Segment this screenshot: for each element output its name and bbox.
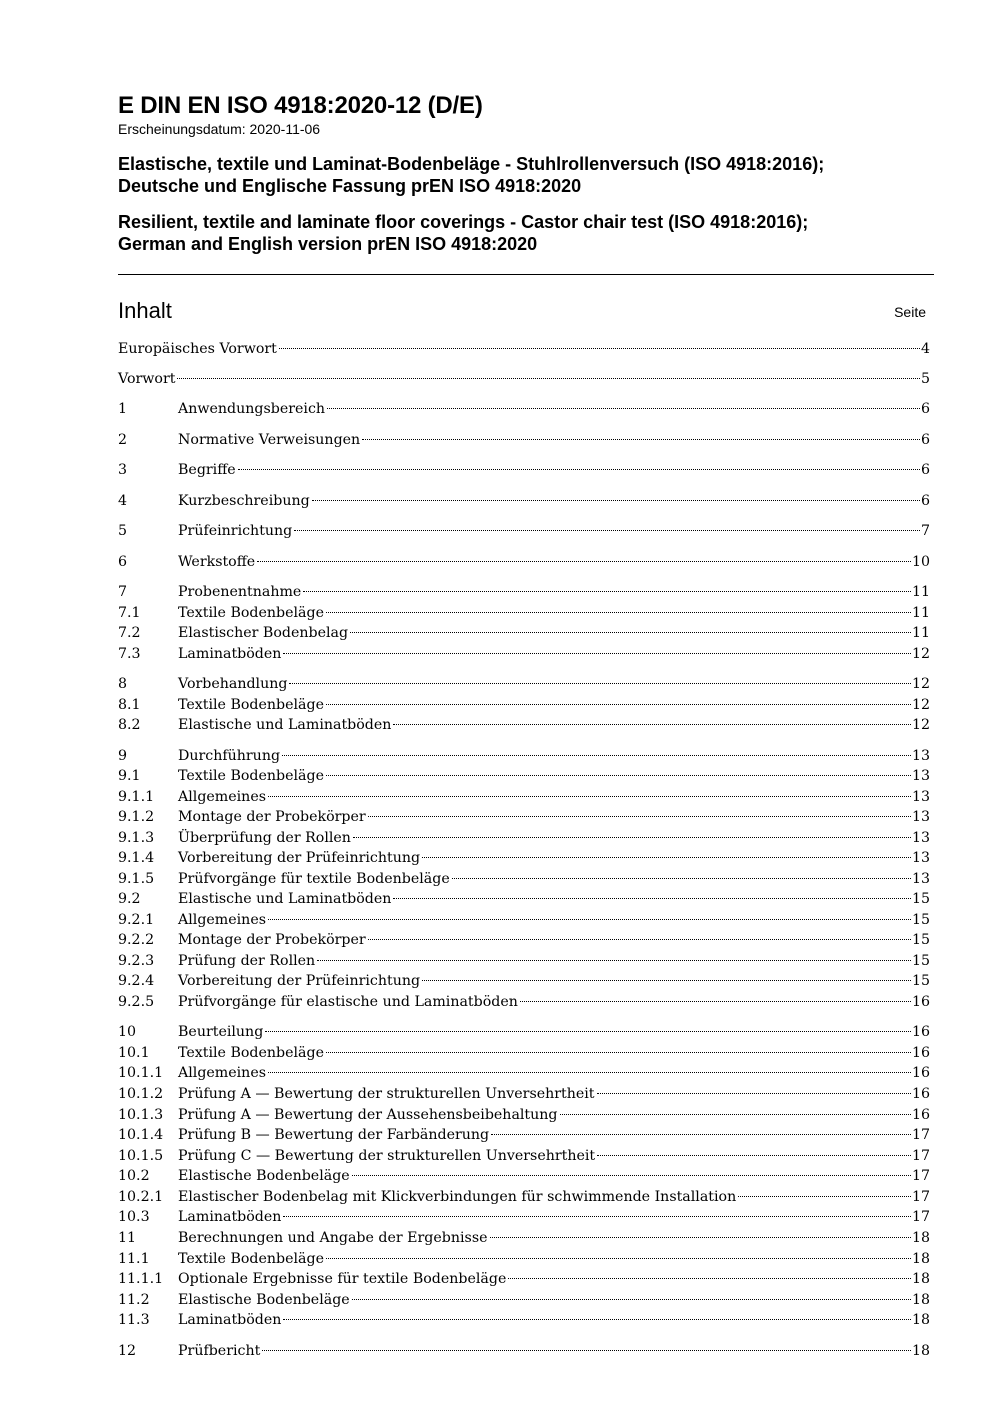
toc-entry[interactable] bbox=[118, 1063, 930, 1083]
toc-entry[interactable] bbox=[118, 807, 930, 827]
toc-entry-number: 10.1.1 bbox=[118, 1065, 164, 1081]
toc-entry[interactable] bbox=[118, 992, 930, 1012]
toc-entry-number: 8.2 bbox=[118, 717, 141, 733]
toc-dot-leader bbox=[368, 939, 911, 940]
toc-entry-number: 8.1 bbox=[118, 697, 141, 713]
toc-entry[interactable] bbox=[118, 1166, 930, 1186]
toc-entry[interactable] bbox=[118, 971, 930, 991]
toc-dot-leader bbox=[352, 1175, 911, 1176]
toc-entry[interactable] bbox=[118, 491, 930, 511]
toc-dot-leader bbox=[238, 469, 920, 470]
header-divider bbox=[118, 274, 934, 275]
toc-dot-leader bbox=[350, 632, 911, 633]
toc-dot-leader bbox=[326, 1258, 911, 1259]
toc-entry-page: 13 bbox=[911, 871, 930, 887]
toc-entry[interactable] bbox=[118, 951, 930, 971]
toc-entry-title: Prüfbericht bbox=[178, 1343, 261, 1359]
toc-entry-title: Prüfvorgänge für textile Bodenbeläge bbox=[178, 871, 450, 887]
toc-entry-page: 6 bbox=[920, 462, 930, 478]
toc-entry-number: 7.3 bbox=[118, 646, 141, 662]
toc-entry-title: Textile Bodenbeläge bbox=[178, 605, 324, 621]
toc-entry-page: 7 bbox=[920, 523, 930, 539]
toc-entry[interactable] bbox=[118, 766, 930, 786]
toc-dot-leader bbox=[326, 1052, 911, 1053]
toc-entry[interactable] bbox=[118, 889, 930, 909]
toc-entry[interactable] bbox=[118, 460, 930, 480]
toc-dot-leader bbox=[393, 724, 911, 725]
toc-entry[interactable] bbox=[118, 715, 930, 735]
toc-dot-leader bbox=[738, 1196, 911, 1197]
toc-entry-number: 11.1.1 bbox=[118, 1271, 164, 1287]
toc-entry-title: Textile Bodenbeläge bbox=[178, 1251, 324, 1267]
toc-title: Inhalt bbox=[118, 298, 172, 323]
toc-entry-title: Beurteilung bbox=[178, 1024, 264, 1040]
toc-entry[interactable] bbox=[118, 603, 930, 623]
toc-entry[interactable] bbox=[118, 369, 930, 389]
toc-entry-page: 6 bbox=[920, 432, 930, 448]
toc-dot-leader bbox=[268, 796, 911, 797]
toc-entry-number: 8 bbox=[118, 676, 128, 692]
title-english-line-1: Resilient, textile and laminate floor coverings - Castor chair test (ISO 4918:2016); bbox=[118, 212, 809, 232]
toc-entry-number: 10.1 bbox=[118, 1045, 150, 1061]
toc-dot-leader bbox=[268, 919, 911, 920]
toc-dot-leader bbox=[520, 1001, 911, 1002]
toc-entry-title: Prüfung C — Bewertung der strukturellen Unversehrtheit bbox=[178, 1148, 596, 1164]
toc-entry-page: 16 bbox=[911, 1045, 930, 1061]
toc-entry[interactable] bbox=[118, 1290, 930, 1310]
toc-entry-number: 10.1.4 bbox=[118, 1127, 164, 1143]
toc-entry-title: Anwendungsbereich bbox=[178, 401, 326, 417]
toc-entry-title: Textile Bodenbeläge bbox=[178, 697, 324, 713]
toc-entry-page: 16 bbox=[911, 1065, 930, 1081]
toc-entry-number: 9 bbox=[118, 748, 128, 764]
toc-dot-leader bbox=[393, 898, 911, 899]
toc-entry-title: Montage der Probekörper bbox=[178, 809, 366, 825]
toc-entry-title: Prüfung A — Bewertung der strukturellen Unversehrtheit bbox=[178, 1086, 595, 1102]
toc-entry[interactable] bbox=[118, 910, 930, 930]
toc-entry-number: 9.1.5 bbox=[118, 871, 155, 887]
toc-entry[interactable] bbox=[118, 1187, 930, 1207]
toc-entry-title: Vorbereitung der Prüfeinrichtung bbox=[178, 973, 421, 989]
toc-entry-title: Elastische und Laminatböden bbox=[178, 717, 392, 733]
toc-dot-leader bbox=[422, 857, 911, 858]
toc-entry-page: 18 bbox=[911, 1343, 930, 1359]
toc-entry-page: 15 bbox=[911, 953, 930, 969]
toc-entry-title: Überprüfung der Rollen bbox=[178, 830, 351, 846]
toc-entry[interactable] bbox=[118, 339, 930, 359]
toc-dot-leader bbox=[303, 591, 911, 592]
toc-entry[interactable] bbox=[118, 828, 930, 848]
toc-dot-leader bbox=[312, 500, 920, 501]
toc-entry-title: Prüfung A — Bewertung der Aussehensbeibehaltung bbox=[178, 1107, 558, 1123]
toc-page-label: Seite bbox=[894, 304, 926, 320]
toc-dot-leader bbox=[257, 561, 911, 562]
toc-entry-number: 10.1.2 bbox=[118, 1086, 164, 1102]
toc-entry-number: 9.1.4 bbox=[118, 850, 155, 866]
toc-dot-leader bbox=[508, 1278, 911, 1279]
toc-entry-number: 6 bbox=[118, 554, 128, 570]
toc-entry-page: 18 bbox=[911, 1230, 930, 1246]
toc-entry-number: 2 bbox=[118, 432, 128, 448]
toc-entry-title: Optionale Ergebnisse für textile Bodenbeläge bbox=[178, 1271, 507, 1287]
toc-entry[interactable] bbox=[118, 674, 930, 694]
toc-dot-leader bbox=[289, 683, 910, 684]
toc-entry-page: 18 bbox=[911, 1271, 930, 1287]
toc-entry[interactable] bbox=[118, 1125, 930, 1145]
toc-entry-title: Prüfvorgänge für elastische und Laminatböden bbox=[178, 994, 518, 1010]
toc-entry[interactable] bbox=[118, 746, 930, 766]
toc-entry-title: Elastischer Bodenbelag mit Klickverbindungen für schwimmende Installation bbox=[178, 1189, 737, 1205]
toc-dot-leader bbox=[282, 755, 911, 756]
toc-dot-leader bbox=[326, 612, 911, 613]
toc-entry-number: 9.2.4 bbox=[118, 973, 155, 989]
toc-entry-number: 3 bbox=[118, 462, 128, 478]
toc-entry[interactable] bbox=[118, 1146, 930, 1166]
toc-entry-number: 9.1.3 bbox=[118, 830, 155, 846]
toc-dot-leader bbox=[597, 1093, 911, 1094]
toc-dot-leader bbox=[326, 704, 911, 705]
toc-entry[interactable] bbox=[118, 1022, 930, 1042]
toc-dot-leader bbox=[279, 348, 920, 349]
toc-entry-number: 10.1.5 bbox=[118, 1148, 164, 1164]
toc-entry-title: Laminatböden bbox=[178, 646, 282, 662]
toc-entry-page: 11 bbox=[911, 625, 930, 641]
toc-dot-leader bbox=[268, 1072, 911, 1073]
toc-entry-number: 10.3 bbox=[118, 1209, 150, 1225]
toc-entry-title: Allgemeines bbox=[178, 1065, 266, 1081]
toc-dot-leader bbox=[283, 1319, 911, 1320]
toc-dot-leader bbox=[294, 530, 920, 531]
toc-entry-number: 12 bbox=[118, 1343, 137, 1359]
toc-entry[interactable] bbox=[118, 1207, 930, 1227]
toc-entry-page: 6 bbox=[920, 493, 930, 509]
toc-entry-number: 9.2.1 bbox=[118, 912, 155, 928]
title-english bbox=[118, 211, 934, 255]
toc-entry-title: Normative Verweisungen bbox=[178, 432, 361, 448]
toc-dot-leader bbox=[283, 1216, 911, 1217]
document-id: E DIN EN ISO 4918:2020-12 (D/E) bbox=[118, 92, 483, 119]
toc-dot-leader bbox=[177, 378, 920, 379]
toc-entry-number: 4 bbox=[118, 493, 128, 509]
toc-entry-page: 13 bbox=[911, 809, 930, 825]
toc-entry-title: Textile Bodenbeläge bbox=[178, 768, 324, 784]
toc-entry-number: 9.1 bbox=[118, 768, 141, 784]
toc-entry-title: Durchführung bbox=[178, 748, 281, 764]
toc-entry[interactable] bbox=[118, 521, 930, 541]
toc-entry-title: Laminatböden bbox=[178, 1209, 282, 1225]
toc-dot-leader bbox=[597, 1155, 911, 1156]
toc-entry-page: 18 bbox=[911, 1251, 930, 1267]
toc-entry-title: Allgemeines bbox=[178, 912, 266, 928]
toc-entry[interactable] bbox=[118, 552, 930, 572]
toc-entry[interactable] bbox=[118, 430, 930, 450]
toc-entry-number: 11.2 bbox=[118, 1292, 150, 1308]
toc-entry-number: 10 bbox=[118, 1024, 137, 1040]
toc-entry-title: Werkstoffe bbox=[178, 554, 256, 570]
toc-dot-leader bbox=[317, 960, 911, 961]
toc-entry[interactable] bbox=[118, 869, 930, 889]
toc-entry-page: 12 bbox=[911, 646, 930, 662]
toc-entry-page: 16 bbox=[911, 1024, 930, 1040]
toc-dot-leader bbox=[362, 439, 920, 440]
toc-entry-number: 1 bbox=[118, 401, 128, 417]
toc-entry[interactable] bbox=[118, 1228, 930, 1248]
toc-entry[interactable] bbox=[118, 1269, 930, 1289]
toc-entry-number: 9.1.2 bbox=[118, 809, 155, 825]
toc-entry-title: Probenentnahme bbox=[178, 584, 302, 600]
toc-entry-page: 5 bbox=[920, 371, 930, 387]
toc-dot-leader bbox=[262, 1350, 911, 1351]
toc-entry-page: 12 bbox=[911, 697, 930, 713]
toc-entry-page: 17 bbox=[911, 1189, 930, 1205]
toc-entry-page: 16 bbox=[911, 994, 930, 1010]
toc-entry[interactable] bbox=[118, 1249, 930, 1269]
toc-entry-page: 6 bbox=[920, 401, 930, 417]
toc-dot-leader bbox=[422, 980, 911, 981]
toc-entry-page: 10 bbox=[911, 554, 930, 570]
toc-entry-page: 16 bbox=[911, 1107, 930, 1123]
toc-entry-page: 18 bbox=[911, 1312, 930, 1328]
toc-entry[interactable] bbox=[118, 787, 930, 807]
toc-entry-number: 7.1 bbox=[118, 605, 141, 621]
toc-entry-title: Prüfung B — Bewertung der Farbänderung bbox=[178, 1127, 490, 1143]
toc-entry-title: Laminatböden bbox=[178, 1312, 282, 1328]
toc-entry-page: 13 bbox=[911, 748, 930, 764]
toc-entry-number: 9.1.1 bbox=[118, 789, 155, 805]
toc-entry-number: 7 bbox=[118, 584, 128, 600]
toc-entry-title: Elastische Bodenbeläge bbox=[178, 1168, 350, 1184]
toc-entry-number: 11.1 bbox=[118, 1251, 150, 1267]
toc-entry-page: 18 bbox=[911, 1292, 930, 1308]
toc-entry-title: Elastische Bodenbeläge bbox=[178, 1292, 350, 1308]
toc-entry-page: 15 bbox=[911, 973, 930, 989]
toc-entry-page: 13 bbox=[911, 768, 930, 784]
toc-entry-page: 13 bbox=[911, 789, 930, 805]
toc-entry-title: Begriffe bbox=[178, 462, 236, 478]
toc-entry-page: 17 bbox=[911, 1148, 930, 1164]
toc-dot-leader bbox=[283, 653, 911, 654]
toc-entry-page: 16 bbox=[911, 1086, 930, 1102]
toc-entry-page: 17 bbox=[911, 1209, 930, 1225]
toc-entry-number: 9.2.5 bbox=[118, 994, 155, 1010]
toc-entry[interactable] bbox=[118, 695, 930, 715]
toc-entry-title: Vorbereitung der Prüfeinrichtung bbox=[178, 850, 421, 866]
toc-entry-title: Textile Bodenbeläge bbox=[178, 1045, 324, 1061]
toc-entry[interactable] bbox=[118, 644, 930, 664]
toc-entry-page: 15 bbox=[911, 932, 930, 948]
toc-header bbox=[118, 297, 926, 327]
toc-entry-number: 11 bbox=[118, 1230, 137, 1246]
toc-dot-leader bbox=[352, 1299, 911, 1300]
toc-entry-title: Prüfung der Rollen bbox=[178, 953, 316, 969]
toc-entry-title: Prüfeinrichtung bbox=[178, 523, 293, 539]
toc-entry[interactable] bbox=[118, 930, 930, 950]
toc-entry-page: 11 bbox=[911, 584, 930, 600]
toc-entry-title: Allgemeines bbox=[178, 789, 266, 805]
toc-entry-page: 15 bbox=[911, 912, 930, 928]
toc-entry-page: 13 bbox=[911, 830, 930, 846]
toc-entry[interactable] bbox=[118, 1105, 930, 1125]
toc-entry[interactable] bbox=[118, 848, 930, 868]
toc-entry-title: Europäisches Vorwort bbox=[118, 341, 277, 357]
toc-dot-leader bbox=[265, 1031, 911, 1032]
toc-entry-page: 17 bbox=[911, 1127, 930, 1143]
toc-entry-title: Elastischer Bodenbelag bbox=[178, 625, 349, 641]
toc-entry-number: 10.2.1 bbox=[118, 1189, 164, 1205]
title-german bbox=[118, 153, 934, 197]
toc-entry-page: 12 bbox=[911, 676, 930, 692]
toc-entry-page: 12 bbox=[911, 717, 930, 733]
toc-entry[interactable] bbox=[118, 1341, 930, 1361]
toc-entry[interactable] bbox=[118, 1310, 930, 1330]
title-english-line-2: German and English version prEN ISO 4918:2020 bbox=[118, 234, 538, 254]
toc-entry-title: Vorwort bbox=[118, 371, 176, 387]
document-header bbox=[118, 92, 934, 255]
toc-entry-page: 15 bbox=[911, 891, 930, 907]
toc-entry-page: 17 bbox=[911, 1168, 930, 1184]
toc-entry-title: Montage der Probekörper bbox=[178, 932, 366, 948]
toc-entry-page: 13 bbox=[911, 850, 930, 866]
toc-dot-leader bbox=[368, 816, 911, 817]
toc-entry-number: 11.3 bbox=[118, 1312, 150, 1328]
toc-dot-leader bbox=[353, 837, 911, 838]
title-german-line-2: Deutsche und Englische Fassung prEN ISO 4918:2020 bbox=[118, 176, 582, 196]
toc-dot-leader bbox=[490, 1237, 911, 1238]
toc-entry-number: 9.2 bbox=[118, 891, 141, 907]
toc-dot-leader bbox=[491, 1134, 911, 1135]
toc-entry[interactable] bbox=[118, 1084, 930, 1104]
toc-dot-leader bbox=[327, 408, 920, 409]
toc-entry-page: 11 bbox=[911, 605, 930, 621]
toc-entry-title: Vorbehandlung bbox=[178, 676, 288, 692]
toc-entry-title: Berechnungen und Angabe der Ergebnisse bbox=[178, 1230, 488, 1246]
toc-entry-number: 7.2 bbox=[118, 625, 141, 641]
toc-entry[interactable] bbox=[118, 623, 930, 643]
toc-dot-leader bbox=[560, 1114, 911, 1115]
toc-entry-number: 10.2 bbox=[118, 1168, 150, 1184]
toc-dot-leader bbox=[326, 775, 911, 776]
toc-entry-number: 10.1.3 bbox=[118, 1107, 164, 1123]
toc-entry-title: Elastische und Laminatböden bbox=[178, 891, 392, 907]
toc-entry[interactable] bbox=[118, 1043, 930, 1063]
toc-entry[interactable] bbox=[118, 399, 930, 419]
toc-entry-title: Kurzbeschreibung bbox=[178, 493, 310, 509]
toc-entry-number: 9.2.3 bbox=[118, 953, 155, 969]
publication-date: Erscheinungsdatum: 2020-11-06 bbox=[118, 121, 321, 137]
toc-entry[interactable] bbox=[118, 582, 930, 602]
toc-entry-number: 9.2.2 bbox=[118, 932, 155, 948]
toc-entry-number: 5 bbox=[118, 523, 128, 539]
toc-dot-leader bbox=[452, 878, 911, 879]
title-german-line-1: Elastische, textile und Laminat-Bodenbeläge - Stuhlrollenversuch (ISO 4918:2016); bbox=[118, 154, 825, 174]
toc-entry-page: 4 bbox=[920, 341, 930, 357]
